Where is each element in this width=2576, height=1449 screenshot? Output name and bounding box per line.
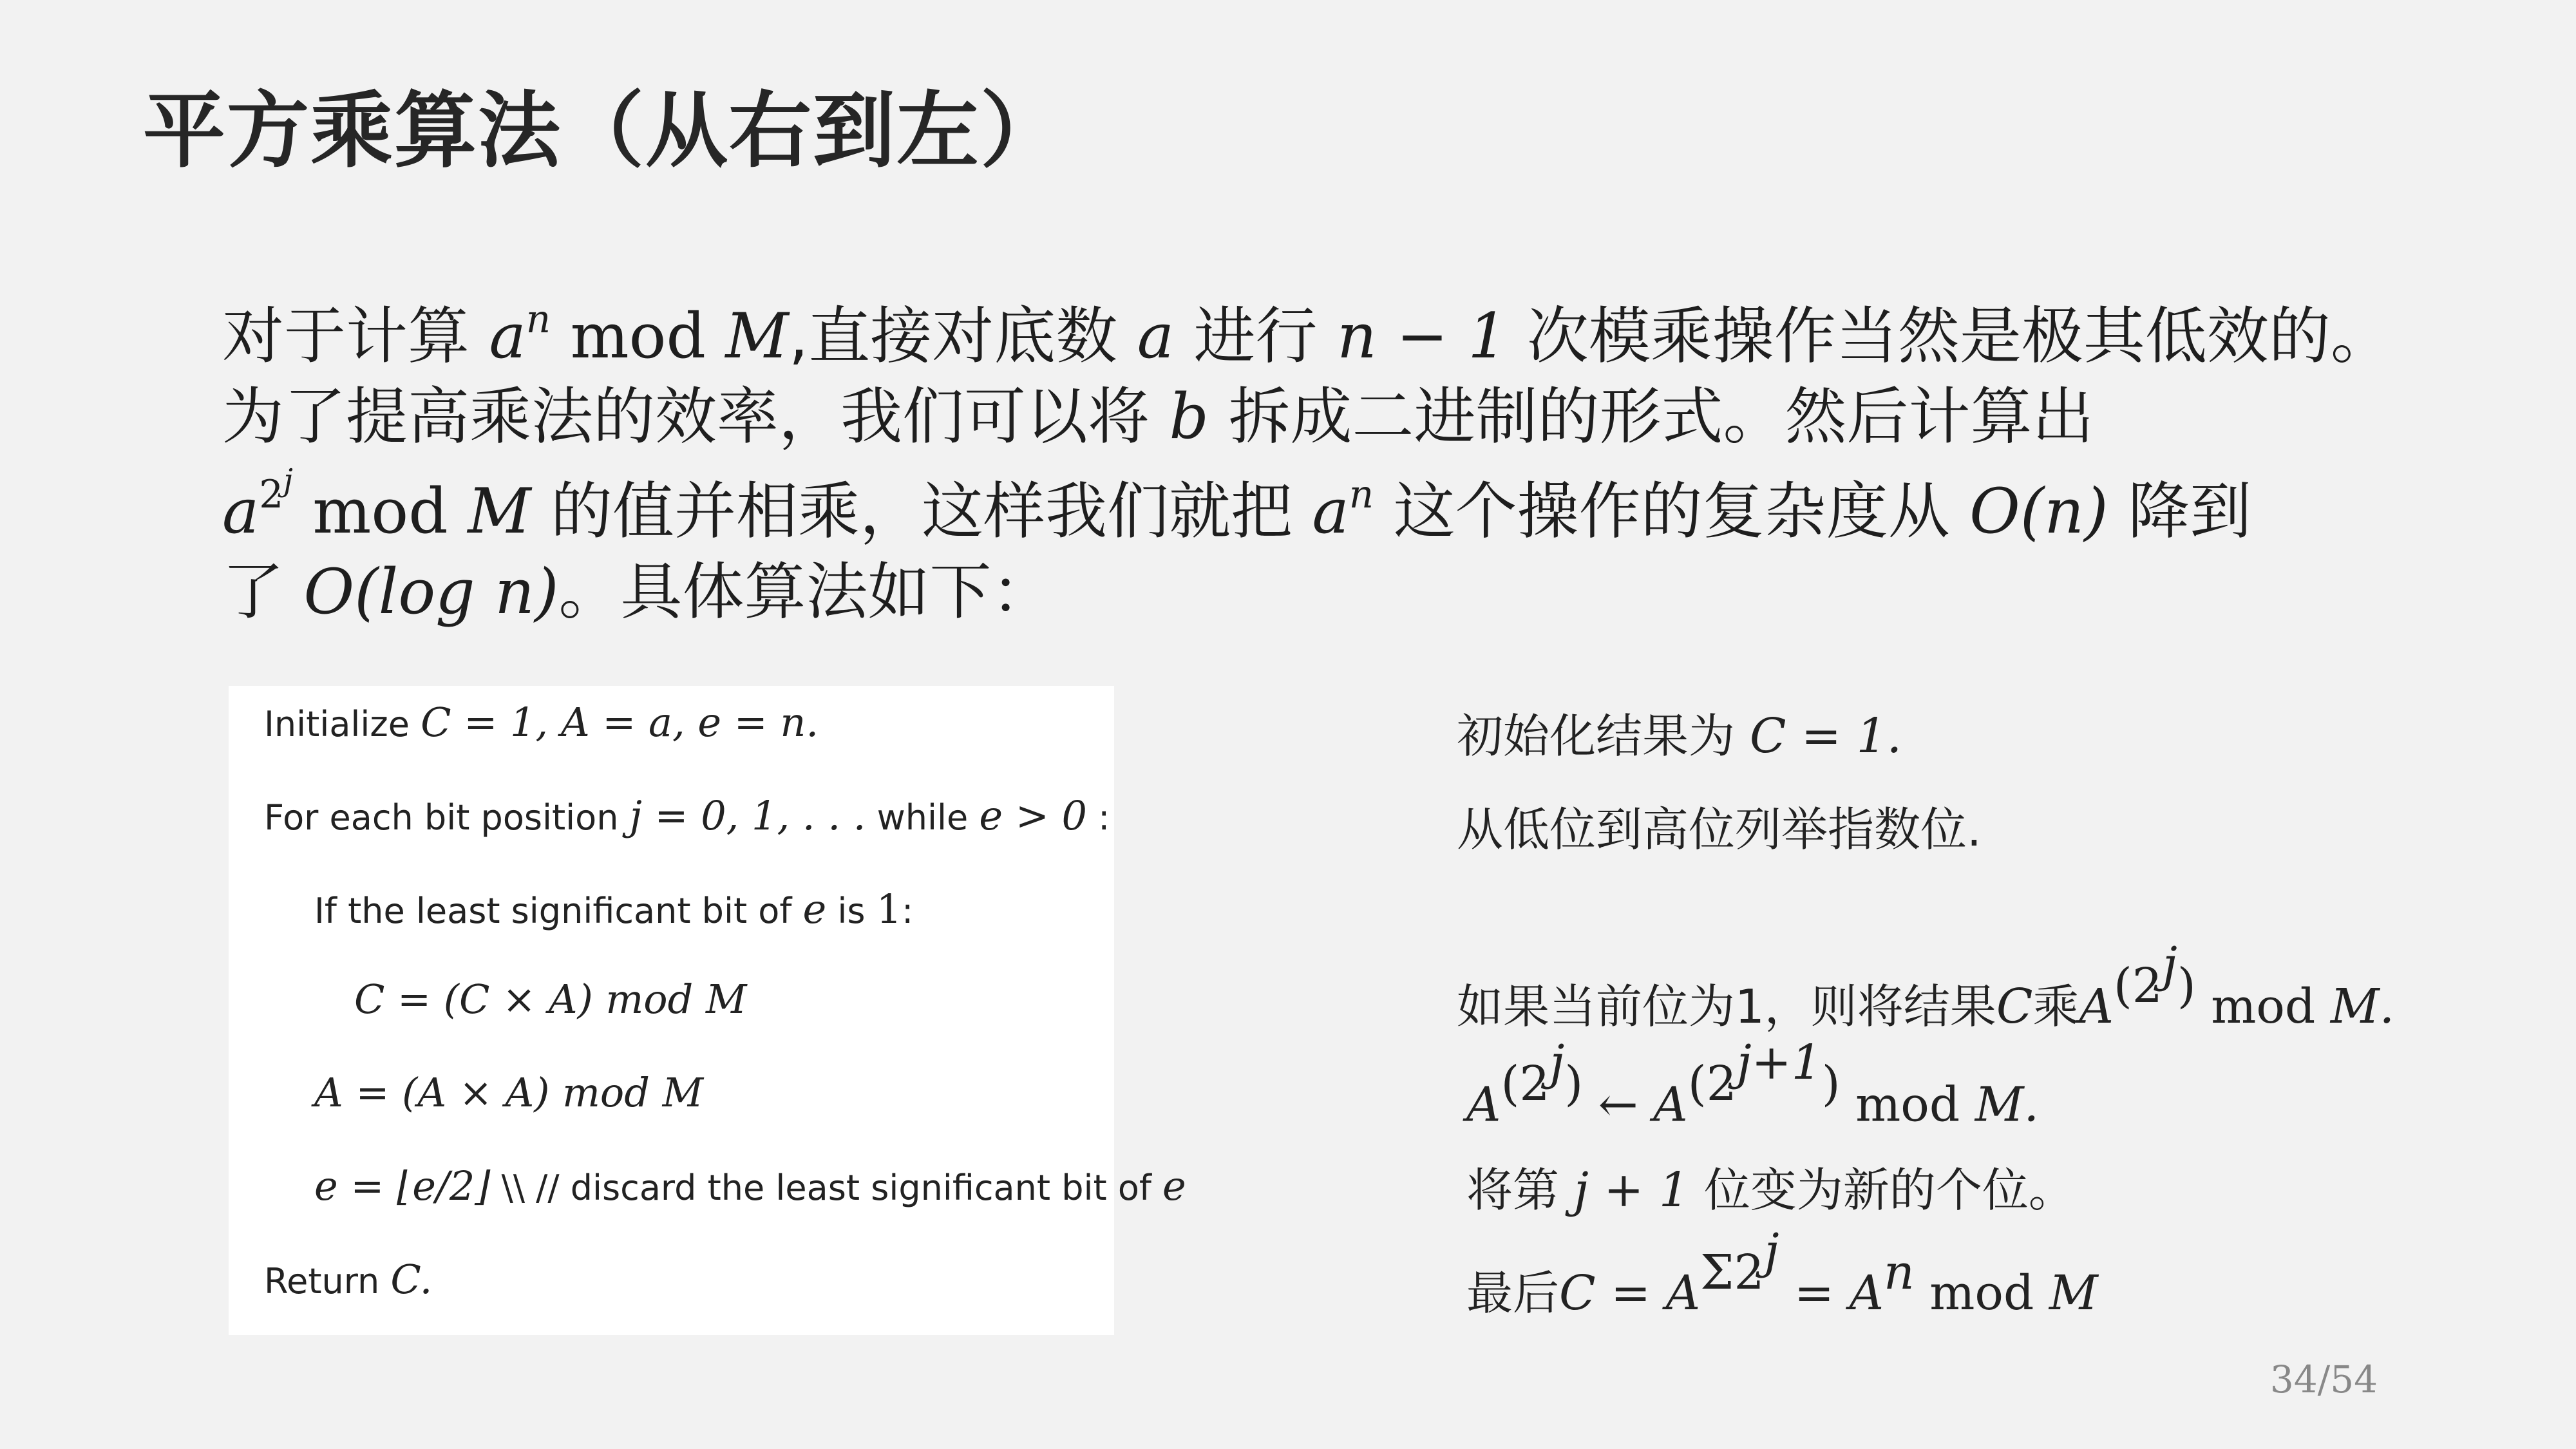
intro-line-3: $a^{2^j}$ mod M 的值并相乘，这样我们就把 $a^n$ 这个操作的复杂度从 O(n) 降到 <box>222 463 2252 547</box>
note-multiply: 如果当前位为1，则将结果C乘$A^{(2^j)}$ mod M. <box>1457 936 2395 1034</box>
algorithm-box <box>229 686 1186 1335</box>
note-square: $A^{(2^j)}$ ← $A^{(2^{j+1})}$ mod M. <box>1466 1035 2040 1133</box>
algo-update-c: C = (C × A) mod M <box>354 976 747 1023</box>
intro-line-2: 为了提高乘法的效率，我们可以将 b 拆成二进制的形式。然后计算出 <box>222 381 2094 453</box>
intro-line-4: 了 O(log n)。具体算法如下： <box>222 556 1054 628</box>
note-enumerate-bits: 从低位到高位列举指数位. <box>1457 802 1982 857</box>
note-initialize: 初始化结果为 C = 1. <box>1457 708 1902 764</box>
algo-initialize: Initialize C = 1, A = a, e = n. <box>264 699 819 746</box>
algo-for-each: For each bit position j = 0, 1, . . . while e > 0 : <box>264 792 1110 839</box>
note-shift: 将第 j + 1 位变为新的个位。 <box>1466 1162 2075 1218</box>
algo-update-e: e = ⌊e/2⌋ \\ // discard the least significant bit of e <box>314 1162 1186 1209</box>
intro-line-1: 对于计算 $a^n$ mod M,直接对底数 a 进行 n − 1 次模乘操作当然是极其低效的。 <box>222 298 2392 372</box>
algo-if: If the least significant bit of e is 1: <box>314 886 914 933</box>
algo-return: Return C. <box>264 1256 433 1303</box>
page-number: 34/54 <box>2269 1358 2378 1401</box>
note-result: 最后$C = A^{\Sigma 2^j} = A^n$ mod M <box>1466 1223 2098 1321</box>
intro-paragraph <box>222 296 2476 632</box>
slide-title: 平方乘算法（从右到左） <box>143 83 1065 179</box>
algo-update-a: A = (A × A) mod M <box>314 1069 704 1116</box>
